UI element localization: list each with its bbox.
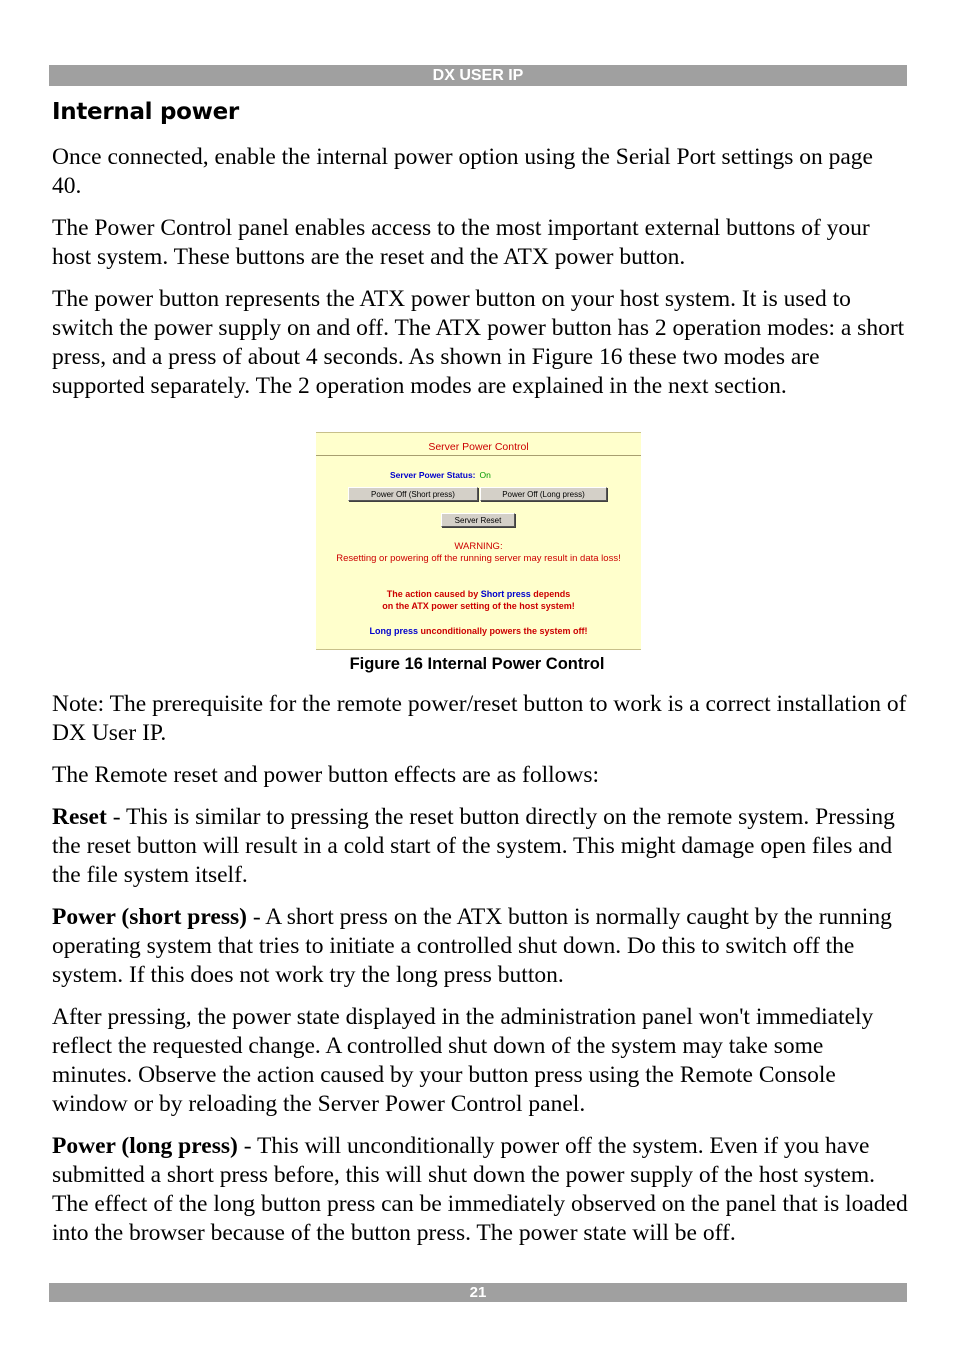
paragraph-short-press	[52, 903, 908, 990]
long-press-note	[316, 625, 641, 637]
paragraph-note: Note: The prerequisite for the remote power/reset button to work is a correct installation of DX User IP.	[52, 691, 907, 746]
paragraph-serial-port: Once connected, enable the internal power option using the Serial Port settings on page 40.	[52, 144, 873, 199]
paragraph-atx-power-button: The power button represents the ATX power button on your host system. It is used to switch the power supply on and off. The ATX power button has 2 operation modes: a short press, and a press of about 4 seconds. As shown in Figure 16 these two modes are supported separately. The 2 operation modes are explained in the next section.	[52, 286, 905, 399]
short-press-description: - A short press on the ATX button is normally caught by the running operating system that tries to initiate a controlled shut down. Do this to switch off the system. If this does not work try the long press button.	[52, 904, 892, 988]
short-press-note	[316, 588, 641, 612]
paragraph-long-press	[52, 1132, 908, 1248]
reset-term: Reset	[52, 804, 107, 830]
power-off-long-button[interactable]: Power Off (Long press)	[480, 487, 607, 501]
power-status-value: On	[479, 470, 491, 480]
paragraph-effects-intro: The Remote reset and power button effects are as follows:	[52, 762, 600, 788]
power-status	[390, 470, 491, 480]
section-heading: Internal power	[52, 99, 239, 125]
running-header: DX USER IP	[49, 65, 907, 86]
short-note-key: Short press	[480, 589, 531, 599]
paragraph-after-pressing: After pressing, the power state displayed in the administration panel won't immediately reflect the requested change. A controlled shut down of the system may take some minutes. Observe the action caused by your button press using the Remote Console window or by reloading the Server Power Control panel.	[52, 1004, 874, 1117]
short-note-pre: The action caused by	[386, 589, 481, 599]
panel-title: Server Power Control	[316, 437, 641, 456]
paragraph-power-control-panel: The Power Control panel enables access to the most important external buttons of your host system. These buttons are the reset and the ATX power button.	[52, 215, 870, 270]
figure-caption: Figure 16 Internal Power Control	[349, 655, 605, 673]
warning-title: WARNING:	[454, 541, 503, 552]
server-reset-button[interactable]: Server Reset	[441, 513, 515, 527]
page-number: 21	[49, 1283, 907, 1302]
long-press-description: - This will unconditionally power off the system. Even if you have submitted a short press before, this will shut down the power supply of the host system. The effect of the long button press can be immediately observed on the panel that is loaded into the browser because of the button press. The power state will be off.	[52, 1133, 908, 1246]
power-control-screenshot	[316, 432, 641, 650]
warning-text: Resetting or powering off the running server may result in data loss!	[336, 553, 621, 564]
paragraph-reset	[52, 803, 908, 890]
long-note-post: unconditionally powers the system off!	[417, 626, 588, 636]
long-note-key: Long press	[369, 626, 418, 636]
long-press-term: Power (long press)	[52, 1133, 238, 1159]
short-note-line2: on the ATX power setting of the host system!	[382, 601, 575, 611]
short-press-term: Power (short press)	[52, 904, 247, 930]
reset-description: - This is similar to pressing the reset button directly on the remote system. Pressing the reset button will result in a cold start of the system. This might damage open files and the file system itself.	[52, 804, 895, 888]
power-status-label: Server Power Status:	[390, 470, 476, 480]
power-off-short-button[interactable]: Power Off (Short press)	[348, 487, 478, 501]
short-note-post: depends	[530, 589, 571, 599]
